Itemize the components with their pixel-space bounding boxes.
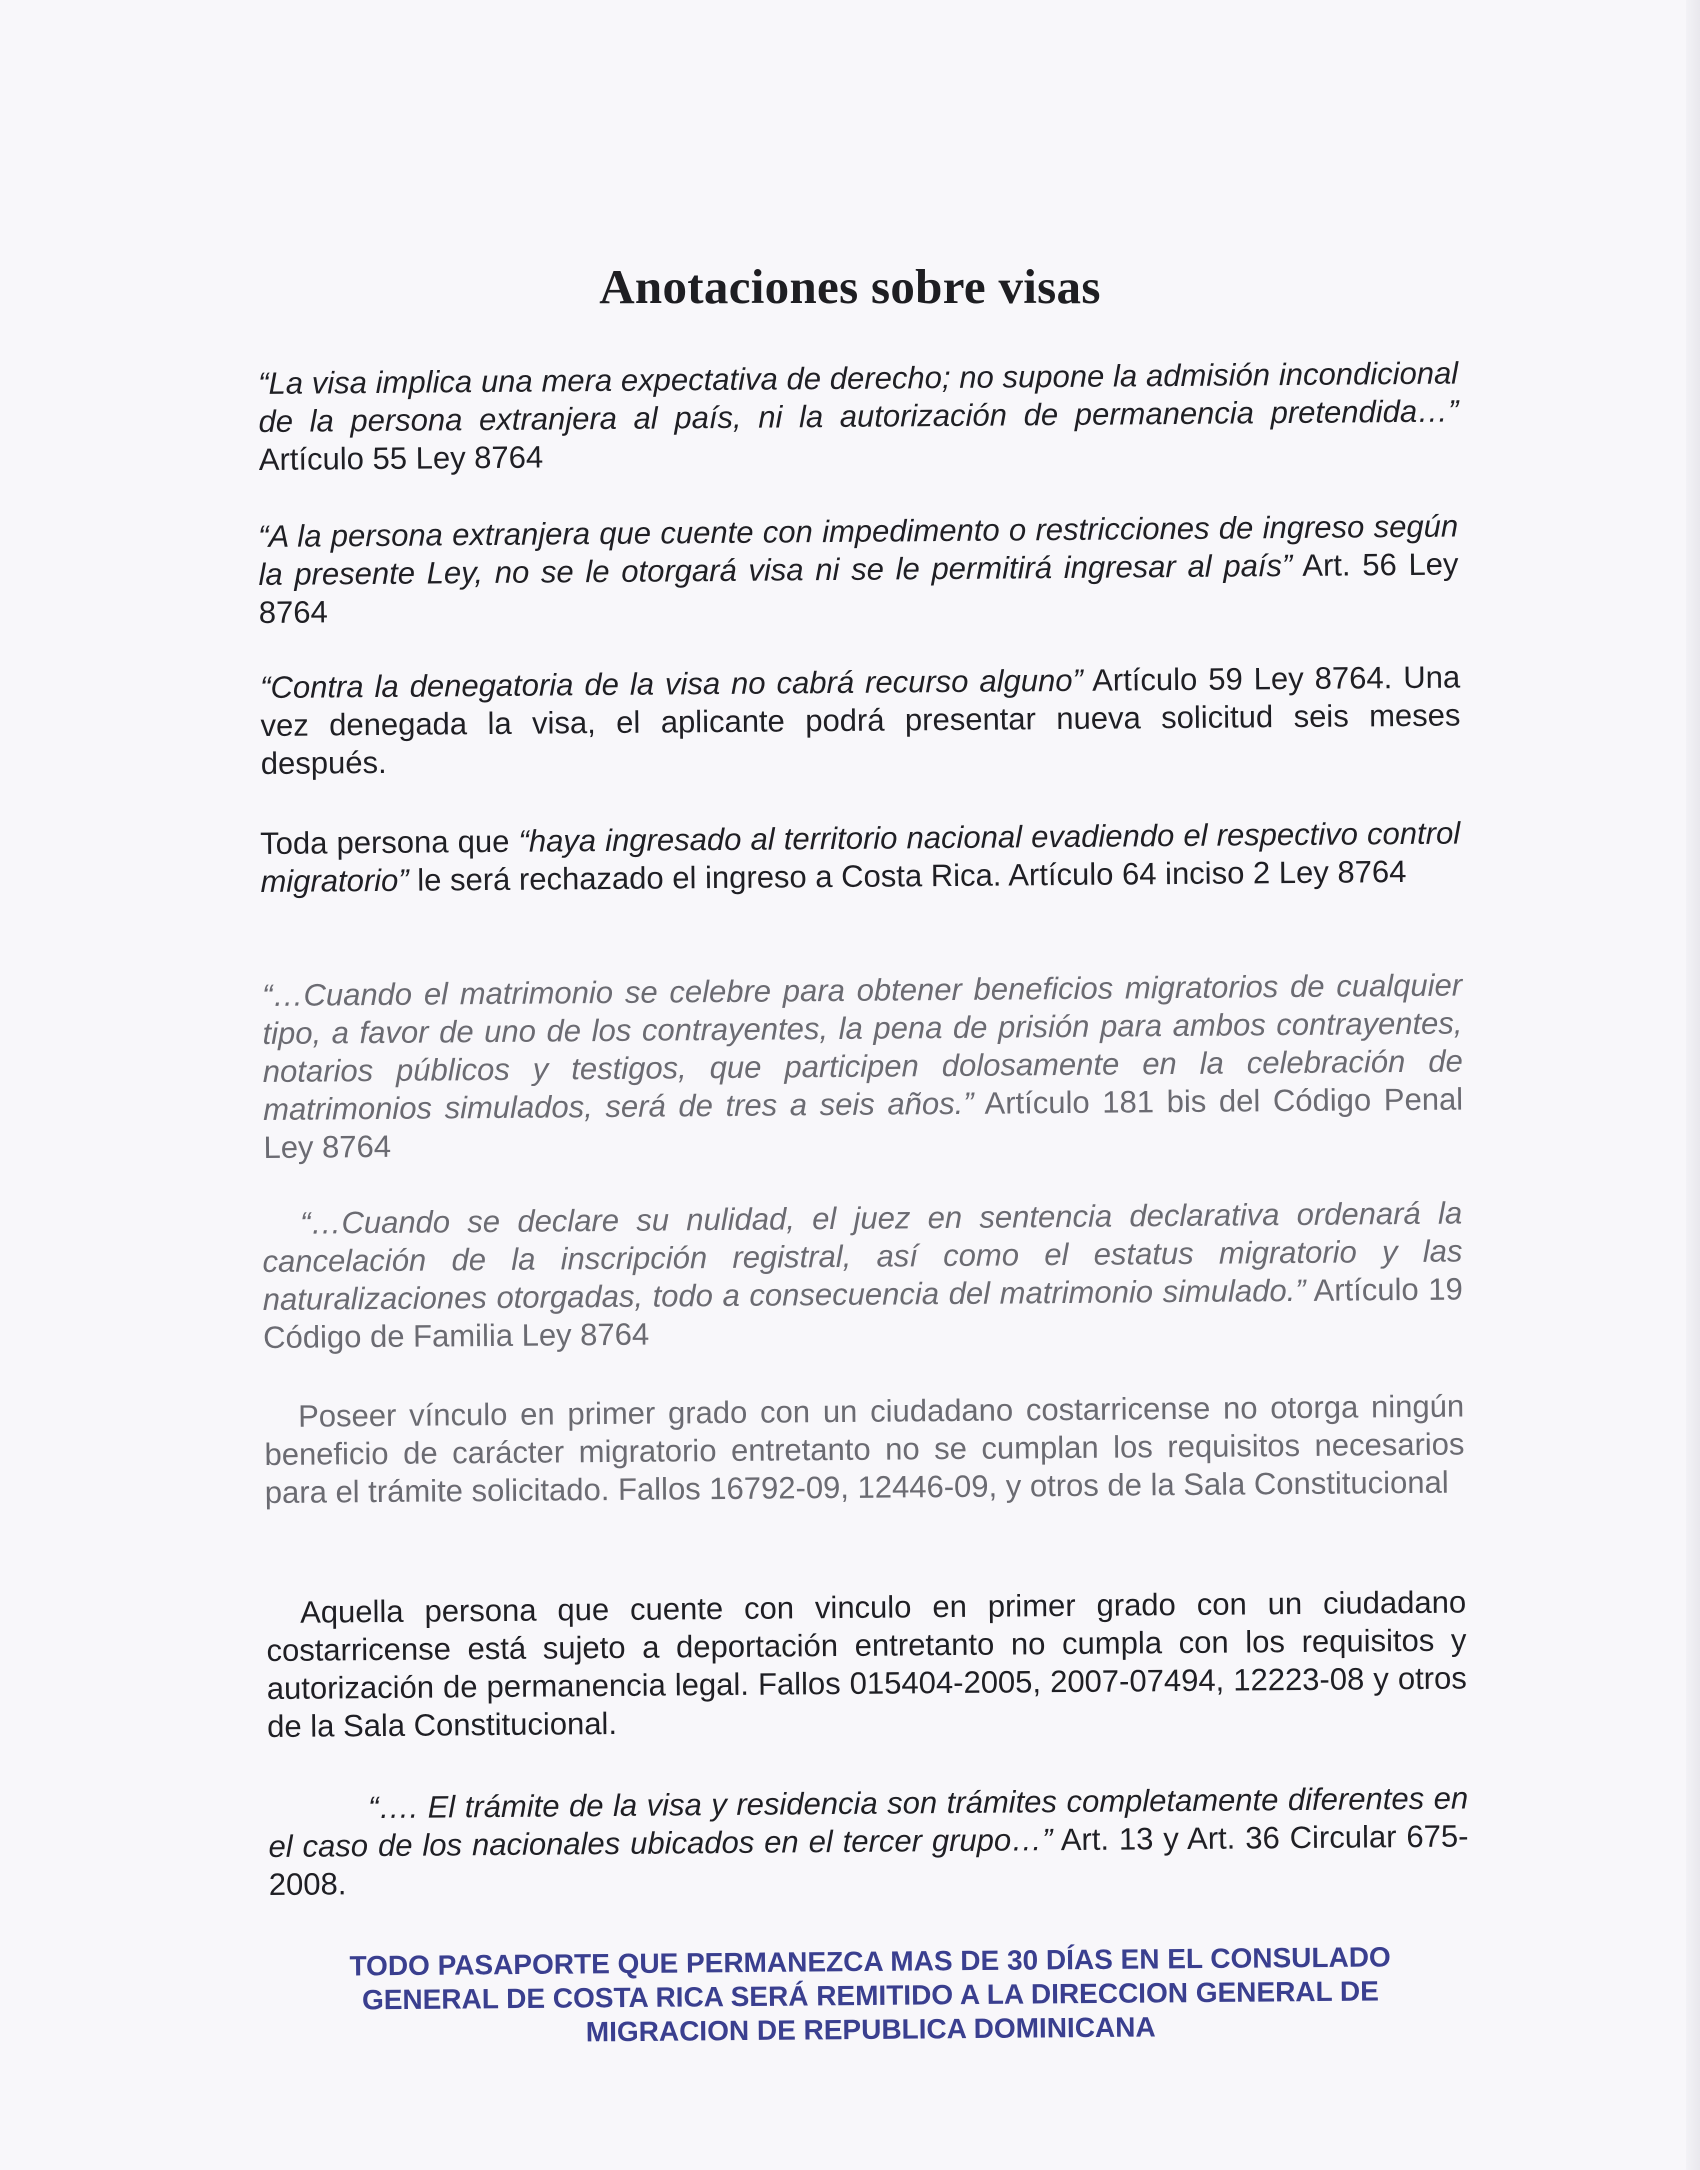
paragraph-article-56 bbox=[258, 508, 1459, 632]
notice-line: TODO PASAPORTE QUE PERMANEZCA MAS DE 30 DÍAS EN EL CONSULADO bbox=[349, 1941, 1391, 1982]
quote-article-59: “Contra la denegatoria de la visa no cabrá recurso alguno” bbox=[260, 662, 1084, 705]
paragraph-fallos-deportacion bbox=[266, 1584, 1467, 1746]
citation-article-55: Artículo 55 Ley 8764 bbox=[258, 439, 544, 477]
citation-article-59: Artículo 59 Ley 8764. Una vez denegada la visa, el aplicante podrá presentar nueva solicitud seis meses después. bbox=[260, 659, 1461, 781]
lead-article-64: Toda persona que bbox=[260, 823, 510, 861]
paragraph-article-59 bbox=[260, 659, 1461, 783]
citation-article-19: Artículo 19 Código de Familia Ley 8764 bbox=[263, 1271, 1463, 1355]
quote-article-56: “A la persona extranjera que cuente con impedimento o restricciones de ingreso según la presente Ley, no se le otorgará visa ni se le permitirá ingresar al país” bbox=[258, 508, 1459, 592]
paragraph-fallos-vinculo bbox=[264, 1388, 1465, 1512]
citation-circular-675: Art. 13 y Art. 36 Circular 675-2008. bbox=[268, 1818, 1469, 1902]
paragraph-article-19 bbox=[262, 1195, 1463, 1357]
notice-line: MIGRACION DE REPUBLICA DOMINICANA bbox=[585, 2011, 1156, 2048]
paragraph-article-64 bbox=[260, 815, 1461, 901]
quote-article-181: “…Cuando el matrimonio se celebre para obtener beneficios migratorios de cualquier tipo, a favor de uno de los contrayentes, la pena de prisión para ambos contrayentes, notarios públicos y testigos, que participen dolosamente en la celebración de matrimonios simulados, será de tres a seis años.” bbox=[262, 967, 1463, 1127]
citation-article-56: Art. 56 Ley 8764 bbox=[258, 546, 1459, 630]
paragraph-article-55 bbox=[258, 355, 1459, 479]
citation-article-64: le será rechazado el ingreso a Costa Rica. Artículo 64 inciso 2 Ley 8764 bbox=[417, 853, 1407, 898]
text-fallos-vinculo: Poseer vínculo en primer grado con un ciudadano costarricense no otorga ningún beneficio de carácter migratorio entretanto no se cumplan los requisitos necesarios para el trámite solicitado. Fallos 16792-09, 12446-09, y otros de la Sala Constitucional bbox=[264, 1388, 1465, 1510]
text-fallos-deportacion: Aquella persona que cuente con vinculo en primer grado con un ciudadano costarricense está sujeto a deportación entretanto no cumpla con los requisitos y autorización de permanencia legal. Fallos 015404-2005, 2007-07494, 12223-08 y otros de la Sala Constitucional. bbox=[266, 1584, 1467, 1744]
page-edge-shadow bbox=[1686, 0, 1700, 2170]
passport-notice bbox=[290, 1940, 1451, 2052]
quote-article-64: “haya ingresado al territorio nacional evadiendo el respectivo control migratorio” bbox=[260, 815, 1461, 899]
paragraph-circular-675 bbox=[268, 1780, 1469, 1904]
notice-line: GENERAL DE COSTA RICA SERÁ REMITIDO A LA DIRECCION GENERAL DE bbox=[361, 1975, 1379, 2016]
paragraph-article-181 bbox=[262, 967, 1464, 1167]
quote-article-55: “La visa implica una mera expectativa de derecho; no supone la admisión incondicional de la persona extranjera al país, ni la autorización de permanencia pretendida…” bbox=[258, 355, 1459, 439]
document-title: Anotaciones sobre visas bbox=[599, 259, 1101, 314]
citation-article-181: Artículo 181 bis del Código Penal Ley 8764 bbox=[263, 1081, 1464, 1165]
quote-circular-675: “…. El trámite de la visa y residencia son trámites completamente diferentes en el caso de los nacionales ubicados en el tercer grupo…” bbox=[268, 1780, 1469, 1864]
quote-article-19: “…Cuando se declare su nulidad, el juez en sentencia declarativa ordenará la cancelación de la inscripción registral, así como el estatus migratorio y las naturalizaciones otorgadas, todo a consecuencia del matrimonio simulado.” bbox=[262, 1195, 1463, 1317]
